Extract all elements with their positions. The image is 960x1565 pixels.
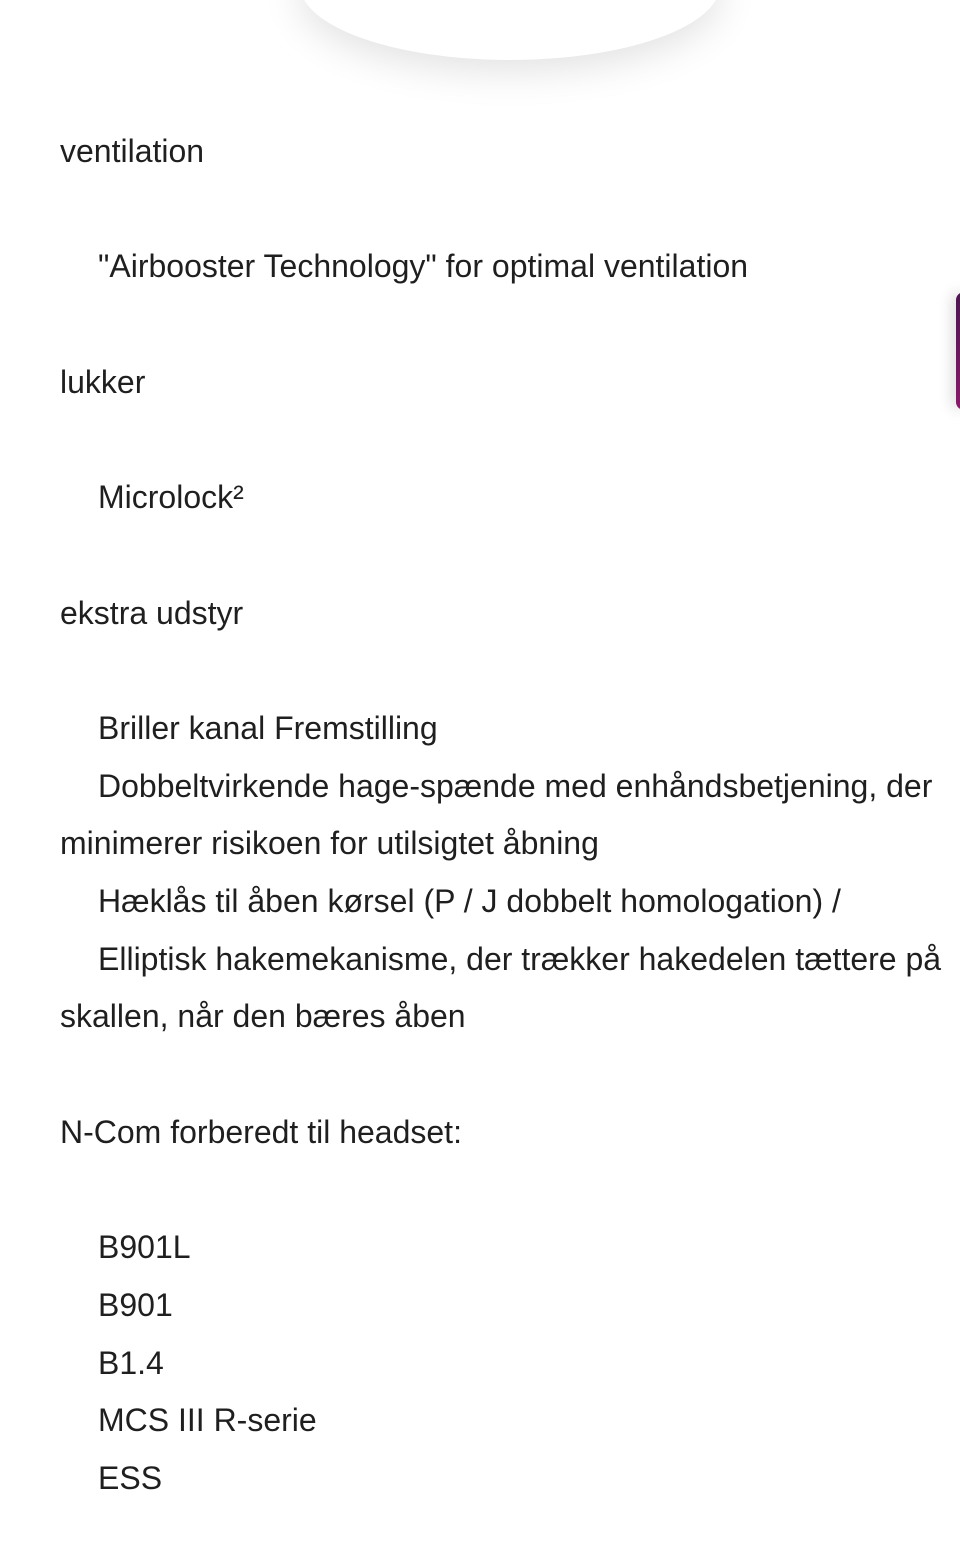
- list-item: Microlock²: [98, 479, 244, 516]
- list-item: ESS: [98, 1460, 163, 1497]
- list-item: Hæklås til åben kørsel (P / J dobbelt homologation) /: [98, 883, 841, 920]
- list-item: B1.4: [98, 1344, 164, 1381]
- list-item: Dobbeltvirkende hage-spænde med enhåndsbetjening, der minimerer risikoen for utilsigtet åbning: [60, 767, 933, 862]
- list-item: "Airbooster Technology" for optimal ventilation: [98, 248, 749, 285]
- section-heading: N-Com forberedt til headset:: [60, 1113, 462, 1150]
- section-n-com: [60, 1104, 955, 1508]
- side-tab-button[interactable]: [956, 292, 960, 410]
- section-heading: ventilation: [60, 133, 205, 169]
- section-ventilation: [60, 123, 955, 296]
- list-item: B901L: [98, 1229, 191, 1266]
- section-lukker: [60, 354, 955, 527]
- spec-list: [60, 123, 955, 1565]
- list-item: Elliptisk hakemekanisme, der trækker hakedelen tættere på skallen, når den bæres åben: [60, 940, 942, 1035]
- section-heading: lukker: [60, 363, 146, 400]
- list-item: Briller kanal Fremstilling: [98, 709, 438, 746]
- list-item: B901: [98, 1286, 173, 1323]
- list-item: MCS III R-serie: [98, 1402, 317, 1439]
- section-heading: ekstra udstyr: [60, 594, 244, 631]
- top-overlay-shadow: [300, 0, 720, 60]
- section-ekstra-udstyr: [60, 585, 955, 1047]
